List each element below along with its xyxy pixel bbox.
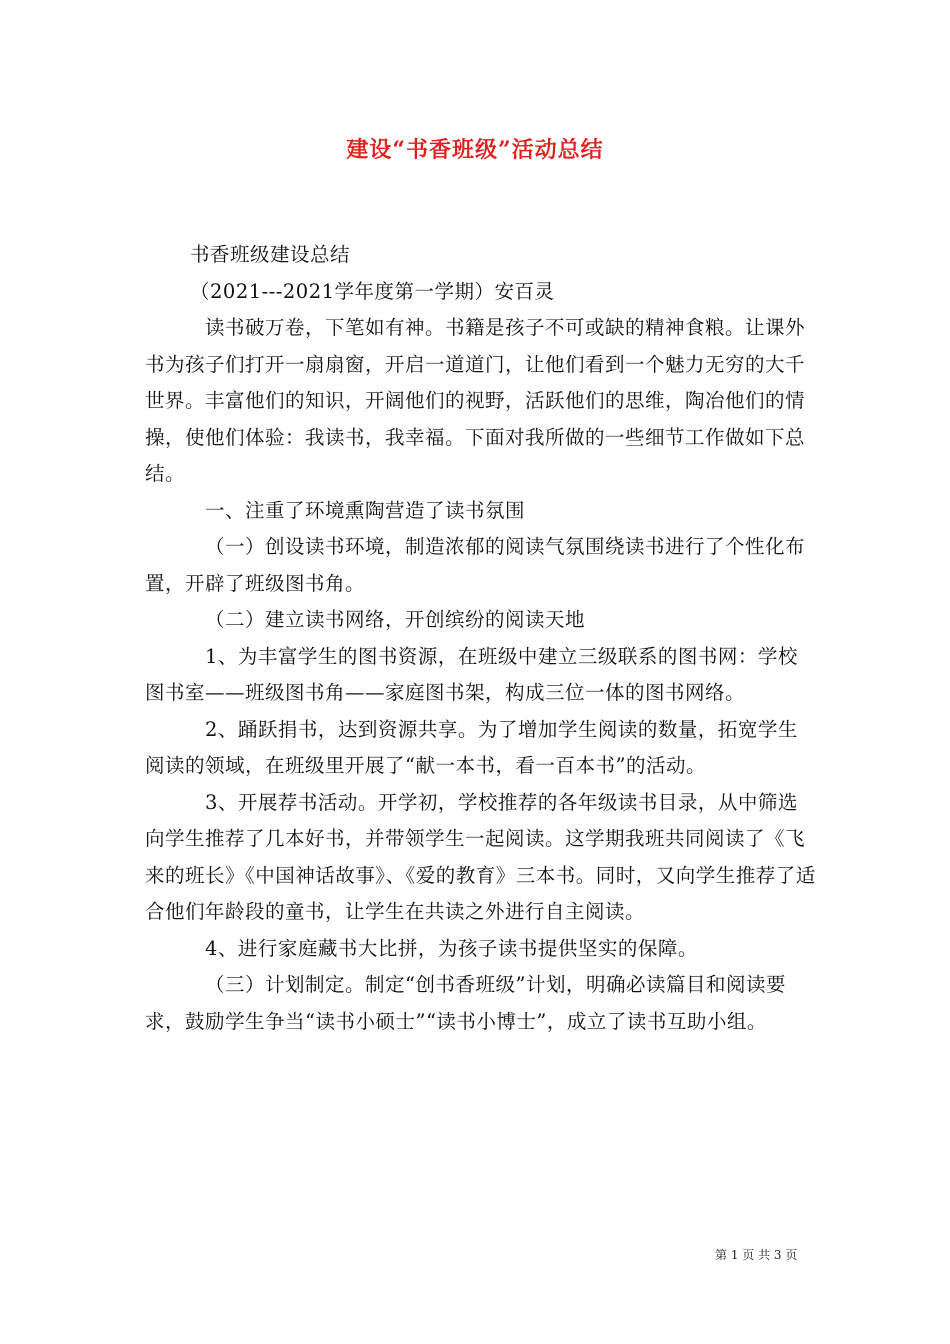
author-line: （2021---2021学年度第一学期）安百灵	[190, 279, 555, 303]
item-3: 3、开展荐书活动。开学初，学校推荐的各年级读书目录，从中筛选向学生推荐了几本好书，并带领学生一起阅读。这学期我班共同阅读了《飞来的班长》《中国神话故事》、《爱的教育》三本书。同时，又向学生推荐了适合他们年龄段的童书，让学生在共读之外进行自主阅读。	[145, 790, 816, 923]
item-2: 2、踊跃捐书，达到资源共享。为了增加学生阅读的数量，拓宽学生阅读的领域，在班级里开展了“献一本书，看一百本书”的活动。	[145, 717, 798, 777]
item-1: 1、为丰富学生的图书资源，在班级中建立三级联系的图书网：学校图书室——班级图书角——家庭图书架，构成三位一体的图书网络。	[145, 644, 798, 704]
intro-paragraph: 读书破万卷，下笔如有神。书籍是孩子不可或缺的精神食粮。让课外书为孩子们打开一扇扇窗，开启一道道门，让他们看到一个魅力无穷的大千世界。丰富他们的知识，开阔他们的视野，活跃他们的思维，陶冶他们的情操，使他们体验：我读书，我幸福。下面对我所做的一些细节工作做如下总结。	[145, 316, 806, 485]
subtitle: 书香班级建设总结	[190, 243, 351, 266]
subsection-1: （一）创设读书环境，制造浓郁的阅读气氛围绕读书进行了个性化布置，开辟了班级图书角。	[145, 535, 806, 595]
subsection-3: （三）计划制定。制定“创书香班级”计划，明确必读篇目和阅读要求，鼓励学生争当“读书小硕士”“读书小博士”，成立了读书互助小组。	[145, 973, 786, 1033]
page-number-footer: 第 1 页 共 3 页	[715, 1248, 798, 1262]
section-heading-1: 一、注重了环境熏陶营造了读书氛围	[205, 498, 526, 522]
subsection-2: （二）建立读书网络，开创缤纷的阅读天地	[205, 608, 586, 631]
item-4: 4、进行家庭藏书大比拼，为孩子读书提供坚实的保障。	[205, 936, 698, 960]
document-body	[145, 237, 817, 1040]
document-title: 建设“书香班级”活动总结	[346, 137, 604, 163]
